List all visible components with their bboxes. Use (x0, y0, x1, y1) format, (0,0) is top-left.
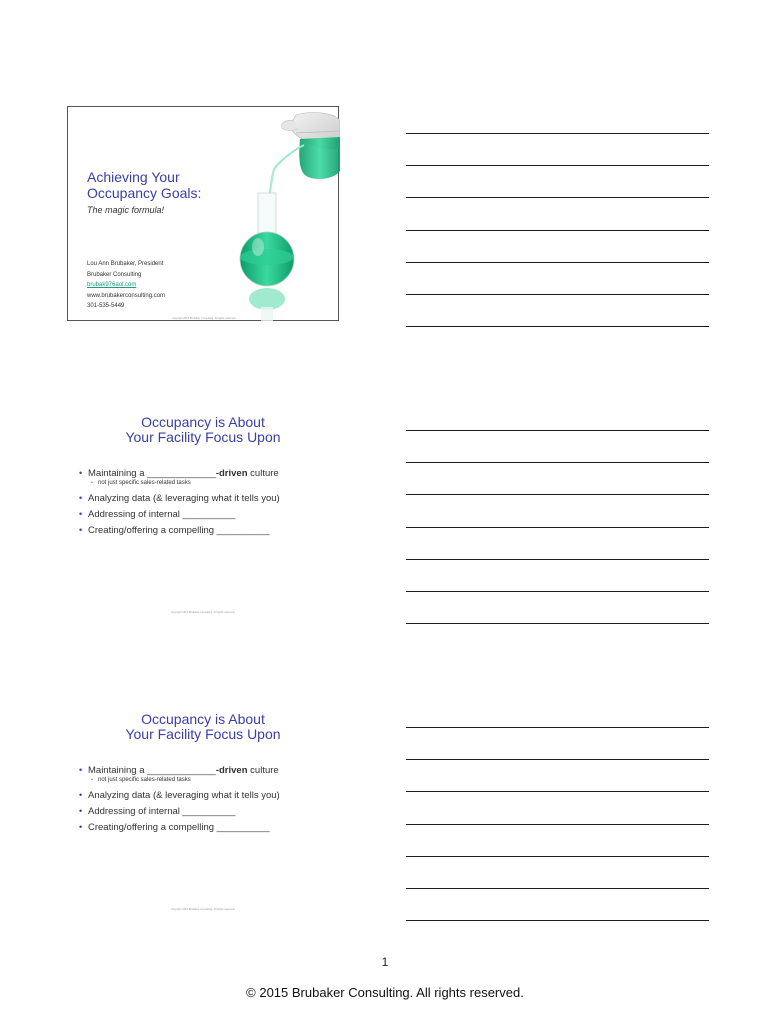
note-line (406, 326, 709, 327)
bullet-item: • Addressing of internal __________ (79, 509, 337, 520)
bullet-item: • Addressing of internal __________ (79, 806, 337, 817)
note-line (406, 591, 709, 592)
slide-heading: Occupancy is About Your Facility Focus Upon (125, 414, 281, 445)
note-line (406, 165, 709, 166)
page-number: 1 (381, 955, 389, 969)
note-line (406, 197, 709, 198)
bullet-item: • Creating/offering a compelling __________ (79, 822, 337, 833)
slide-heading: Occupancy is About Your Facility Focus Upon (125, 711, 281, 742)
note-line (406, 527, 709, 528)
slide-subtitle: The magic formula! (87, 205, 165, 215)
bullet-item: • Creating/offering a compelling __________ (79, 525, 337, 536)
note-line (406, 262, 709, 263)
note-line (406, 133, 709, 134)
note-line (406, 824, 709, 825)
note-line (406, 430, 709, 431)
bullet-item: • Analyzing data (& leveraging what it tells you) (79, 790, 337, 801)
sub-bullet-item: • not just specific sales-related tasks (79, 479, 337, 487)
note-line (406, 559, 709, 560)
sub-bullet-item: • not just specific sales-related tasks (79, 776, 337, 784)
bullet-list (79, 468, 337, 541)
note-line (406, 294, 709, 295)
note-line (406, 888, 709, 889)
presenter-name: Lou Ann Brubaker, President (87, 261, 164, 267)
company-name: Brubaker Consulting (87, 271, 142, 278)
note-line (406, 462, 709, 463)
website: www.brubakerconsulting.com (87, 292, 166, 299)
email-link[interactable]: brubak976aol.com (87, 282, 137, 288)
phone: 301-535-5449 (87, 303, 125, 309)
slide-copyright: copyright 2015 Brubaker Consulting. All rights reserved. (171, 908, 236, 911)
note-line (406, 920, 709, 921)
page-footer: © 2015 Brubaker Consulting. All rights reserved. (246, 985, 524, 1000)
contact-info (87, 259, 165, 312)
bullet-item: • Analyzing data (& leveraging what it tells you) (79, 493, 337, 504)
slide-title (67, 106, 339, 321)
note-line (406, 856, 709, 857)
note-line (406, 230, 709, 231)
note-line (406, 494, 709, 495)
slide-copyright: copyright 2015 Brubaker Consulting. All rights reserved. (172, 317, 237, 320)
bullet-item: • Maintaining a _____________-driven culture (79, 468, 337, 479)
note-line (406, 727, 709, 728)
bullet-item: • Maintaining a _____________-driven culture (79, 765, 337, 776)
note-line (406, 791, 709, 792)
slide-focus (67, 403, 339, 618)
slide-copyright: copyright 2015 Brubaker Consulting. All rights reserved. (171, 611, 236, 614)
bullet-list (79, 765, 337, 838)
slide-title-text: Achieving Your Occupancy Goals: (87, 169, 202, 201)
note-line (406, 623, 709, 624)
slide-focus-repeat (67, 700, 339, 915)
note-line (406, 759, 709, 760)
